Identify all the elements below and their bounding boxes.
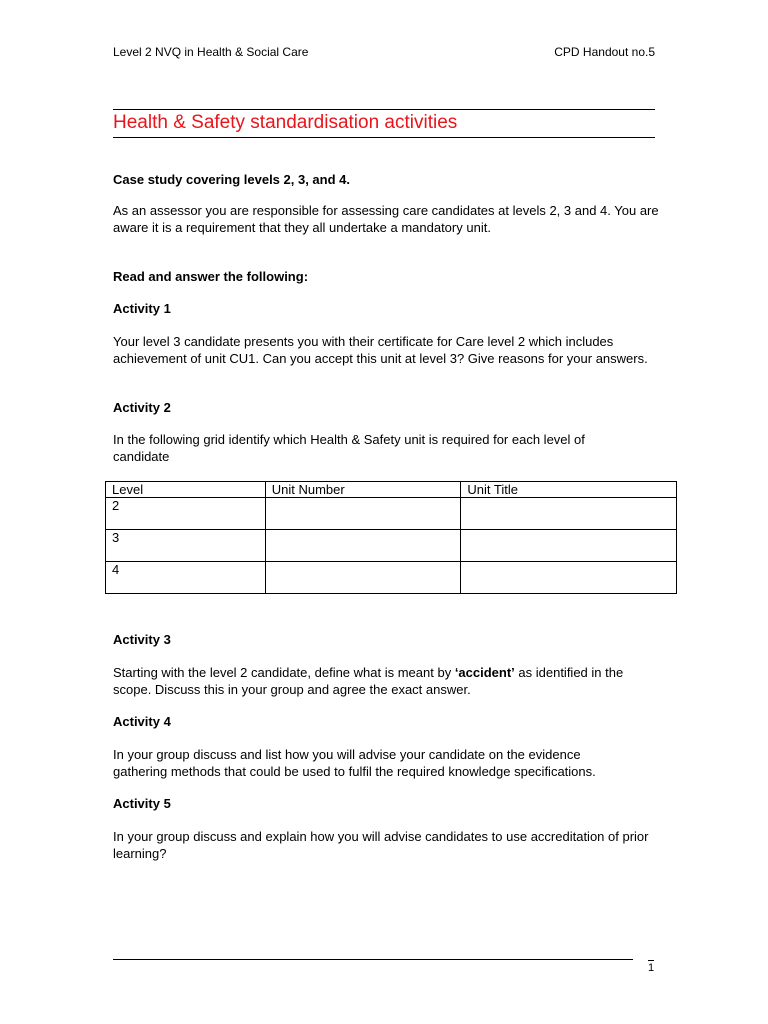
grid-header-cell: Unit Title	[461, 482, 677, 498]
activity2-heading: Activity 2	[113, 400, 171, 415]
page-title: Health & Safety standardisation activities	[113, 112, 458, 133]
footer-rule	[113, 959, 633, 960]
page-number-dash	[648, 960, 654, 961]
intro-paragraph: As an assessor you are responsible for assessing care candidates at levels 2, 3 and 4. You are aware it is a requirement that they all undertake a mandatory unit.	[113, 203, 659, 235]
units-grid	[105, 481, 677, 594]
header-left-text: Level 2 NVQ in Health & Social Care	[113, 45, 309, 59]
grid-header-row	[106, 482, 677, 498]
grid-cell-level: 3	[106, 530, 266, 562]
activity3-heading: Activity 3	[113, 632, 171, 647]
grid-cell-level: 2	[106, 498, 266, 530]
activity1-heading: Activity 1	[113, 301, 171, 316]
activity3-text-after: as identified in the scope. Discuss this in your group and agree the exact answer.	[113, 665, 624, 697]
activity5-text: In your group discuss and explain how you will advise candidates to use accreditation of prior learning?	[113, 829, 649, 861]
activity3-text-before: Starting with the level 2 candidate, define what is meant by	[113, 665, 455, 680]
title-top-rule	[113, 109, 655, 110]
activity4-heading: Activity 4	[113, 714, 171, 729]
grid-cell-unit-number[interactable]	[265, 530, 461, 562]
page-number	[648, 960, 654, 974]
grid-row	[106, 530, 677, 562]
accident-term: ‘accident’	[454, 665, 515, 680]
grid-cell-unit-number[interactable]	[265, 498, 461, 530]
activity3-text	[113, 664, 661, 698]
header-right-text: CPD Handout no.5	[554, 45, 655, 59]
grid-row	[106, 562, 677, 594]
grid-cell-level: 4	[106, 562, 266, 594]
grid-cell-unit-title[interactable]	[461, 562, 677, 594]
activity4-text: In your group discuss and list how you will advise your candidate on the evidence gathering methods that could be used to fulfil the required knowledge specifications.	[113, 747, 596, 779]
page-number-value: 1	[648, 962, 655, 974]
grid-cell-unit-title[interactable]	[461, 498, 677, 530]
case-study-heading: Case study covering levels 2, 3, and 4.	[113, 172, 350, 187]
grid-header-cell: Unit Number	[265, 482, 461, 498]
instruction-heading: Read and answer the following:	[113, 269, 309, 284]
grid-cell-unit-title[interactable]	[461, 530, 677, 562]
activity5-heading: Activity 5	[113, 796, 171, 811]
grid-cell-unit-number[interactable]	[265, 562, 461, 594]
grid-row	[106, 498, 677, 530]
activity1-text: Your level 3 candidate presents you with their certificate for Care level 2 which includes achievement of unit CU1. Can you accept this unit at level 3? Give reasons for your answers.	[113, 334, 648, 366]
title-bottom-rule	[113, 137, 655, 138]
grid-header-cell: Level	[106, 482, 266, 498]
activity2-text: In the following grid identify which Health & Safety unit is required for each level of candidate	[113, 432, 585, 464]
